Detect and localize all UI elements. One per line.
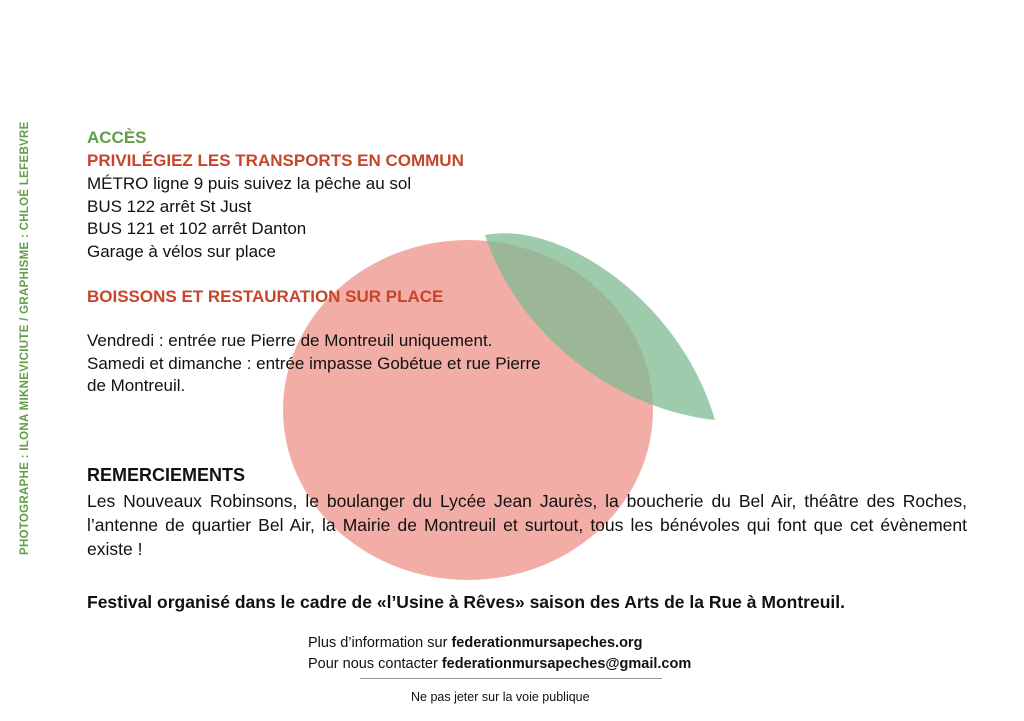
email-link[interactable]: federationmursapeches@gmail.com [441,656,692,672]
contact-line [308,654,691,675]
divider [360,678,662,679]
transport-list [87,173,411,263]
remerciements-text: Les Nouveaux Robinsons, le boulanger du Lycée Jean Jaurès, la boucherie du Bel Air, théâtre des Roches, l’antenne de quartier Bel Air, la Mairie de Montreuil et surtout, tous les bénévoles qui font que cet évènement existe ! [87,491,967,559]
info-line [308,633,642,654]
entrance-line: Samedi et dimanche : entrée impasse Gobétue et rue Pierre [87,353,541,373]
photo-credit: PHOTOGRAPHE : ILONA MIKNEVICIUTE / GRAPHISME : CHLOÉ LEFEBVRE [19,121,31,555]
entrance-info [87,330,541,398]
entrance-line: de Montreuil. [87,376,186,395]
transport-line: MÉTRO ligne 9 puis suivez la pêche au sol [87,174,412,193]
acces-title: ACCÈS [87,128,147,147]
transport-line: Garage à vélos sur place [87,241,276,261]
entrance-line: Vendredi : entrée rue Pierre de Montreuil uniquement. [87,331,493,350]
website-link[interactable]: federationmursapeches.org [451,635,643,651]
info-label: Plus d’information sur [308,635,452,651]
contact-label: Pour nous contacter [308,656,442,672]
notice: Ne pas jeter sur la voie publique [411,690,590,704]
festival-note: Festival organisé dans le cadre de «l’Usine à Rêves» saison des Arts de la Rue à Montreuil. [87,592,845,612]
transport-line: BUS 121 et 102 arrêt Danton [87,219,307,238]
transport-line: BUS 122 arrêt St Just [87,196,252,216]
transport-subtitle: PRIVILÉGIEZ LES TRANSPORTS EN COMMUN [87,151,464,170]
boissons-title: BOISSONS ET RESTAURATION SUR PLACE [87,287,444,306]
remerciements-title: REMERCIEMENTS [87,465,246,485]
